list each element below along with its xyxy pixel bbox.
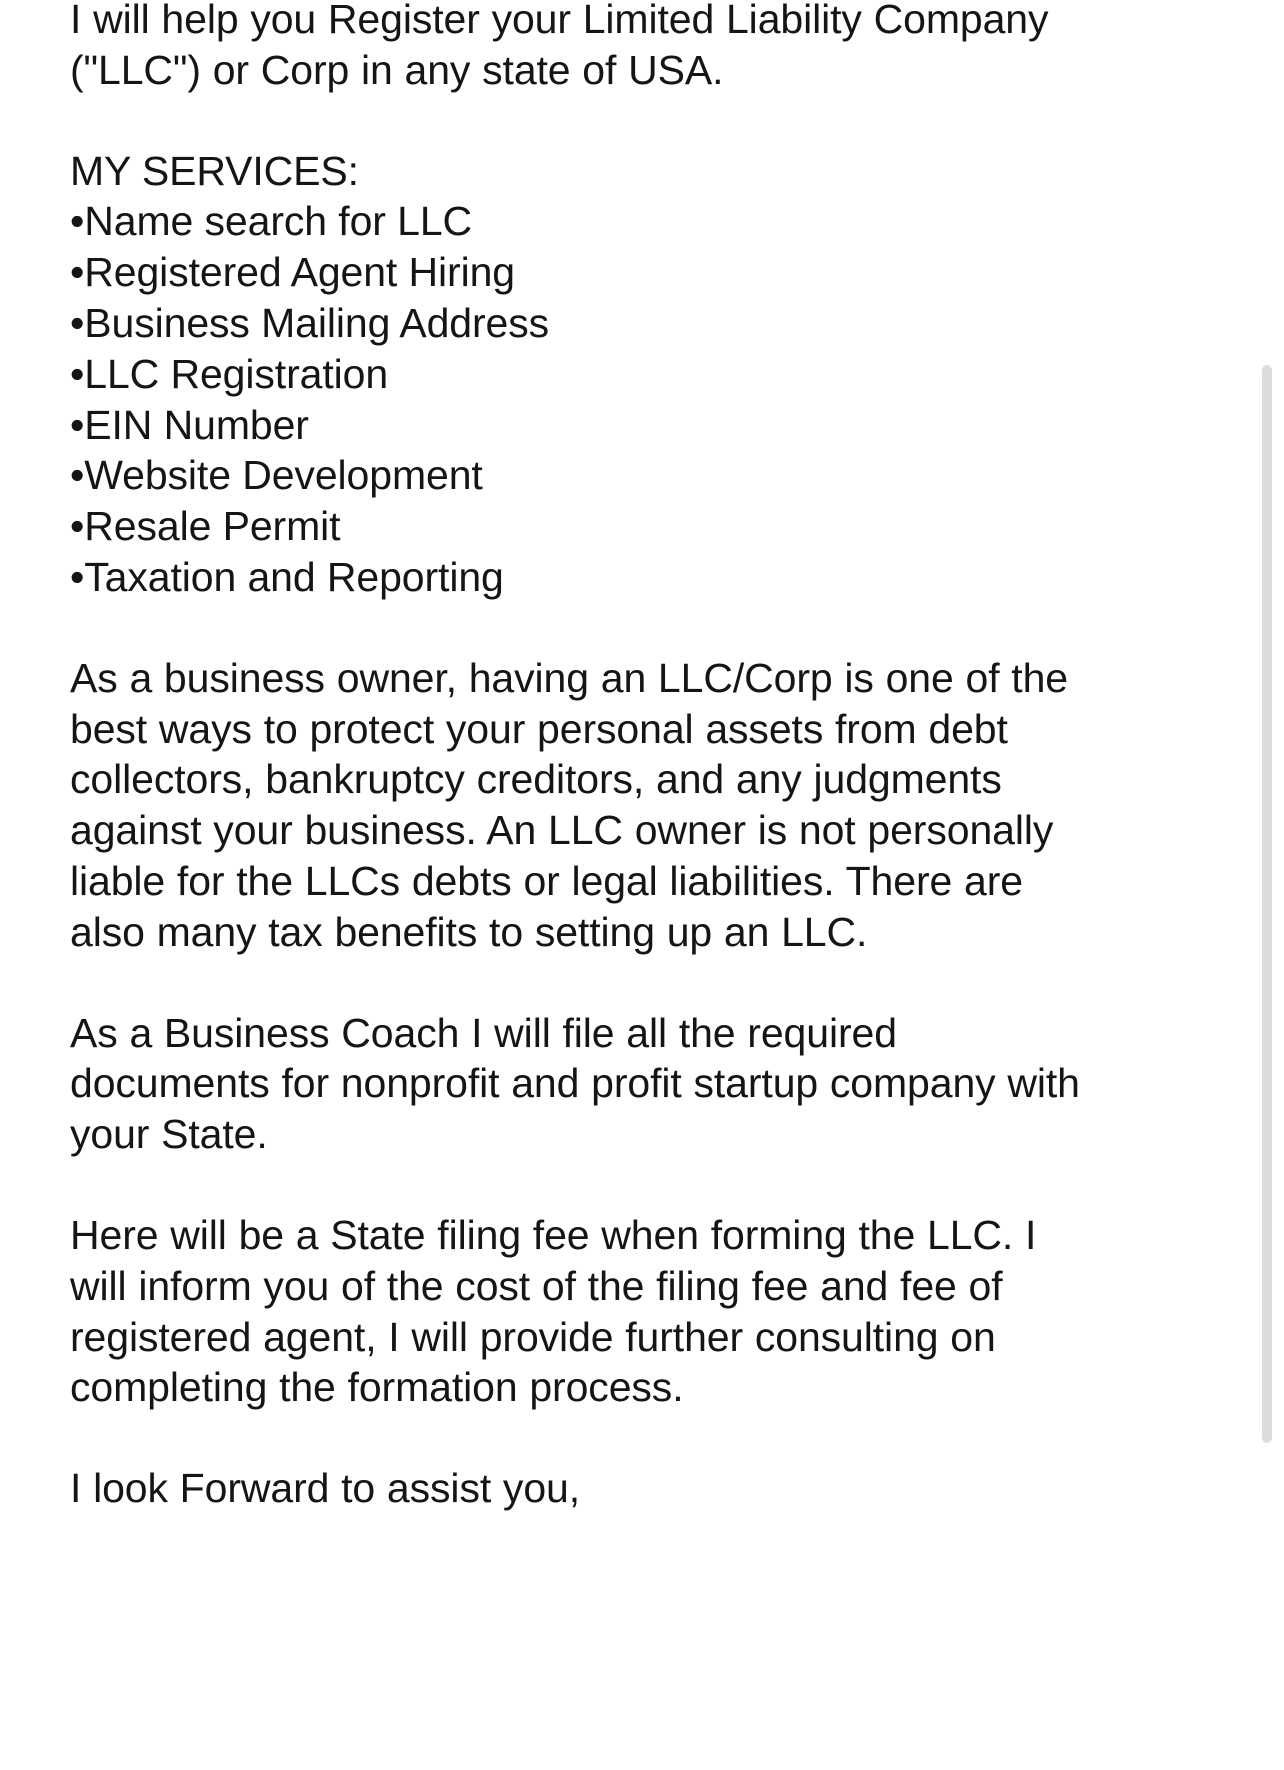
business-coach-paragraph: As a Business Coach I will file all the required documents for nonprofit and profit startup company with your State. xyxy=(70,1009,1080,1158)
bullet-icon: • xyxy=(70,299,85,346)
filing-fee-paragraph: Here will be a State filing fee when forming the LLC. I will inform you of the cost of the filing fee and fee of registered agent, I will provide further consulting on completing the formation process. xyxy=(70,1211,1037,1411)
list-item xyxy=(70,552,1080,603)
service-label: Business Mailing Address xyxy=(84,299,550,346)
services-heading: MY SERVICES: xyxy=(70,147,359,194)
services-list xyxy=(70,196,1080,602)
bullet-icon: • xyxy=(70,401,85,448)
bullet-icon: • xyxy=(70,350,85,397)
service-label: Registered Agent Hiring xyxy=(84,249,515,296)
bullet-icon: • xyxy=(70,452,85,499)
list-item xyxy=(70,400,1080,451)
list-item xyxy=(70,298,1080,349)
service-label: Resale Permit xyxy=(84,503,341,550)
service-label: LLC Registration xyxy=(84,350,389,397)
service-label: EIN Number xyxy=(84,401,309,448)
service-label: Name search for LLC xyxy=(84,198,473,245)
scrollbar-thumb[interactable] xyxy=(1262,365,1272,1443)
bullet-icon: • xyxy=(70,249,85,296)
service-label: Taxation and Reporting xyxy=(84,553,504,600)
bullet-icon: • xyxy=(70,553,85,600)
closing-paragraph: I look Forward to assist you, xyxy=(70,1465,581,1512)
list-item xyxy=(70,247,1080,298)
description-text-body xyxy=(70,0,1080,1514)
list-item xyxy=(70,196,1080,247)
service-label: Website Development xyxy=(84,452,483,499)
list-item xyxy=(70,450,1080,501)
benefits-paragraph: As a business owner, having an LLC/Corp is one of the best ways to protect your personal assets from debt collectors, bankruptcy creditors, and any judgments against your business. An LLC owner is not personally liable for the LLCs debts or legal liabilities. There are also many tax benefits to setting up an LLC. xyxy=(70,654,1068,955)
intro-paragraph: I will help you Register your Limited Liability Company ("LLC") or Corp in any state of USA. xyxy=(70,0,1049,93)
list-item xyxy=(70,349,1080,400)
list-item xyxy=(70,501,1080,552)
bullet-icon: • xyxy=(70,198,85,245)
bullet-icon: • xyxy=(70,503,85,550)
